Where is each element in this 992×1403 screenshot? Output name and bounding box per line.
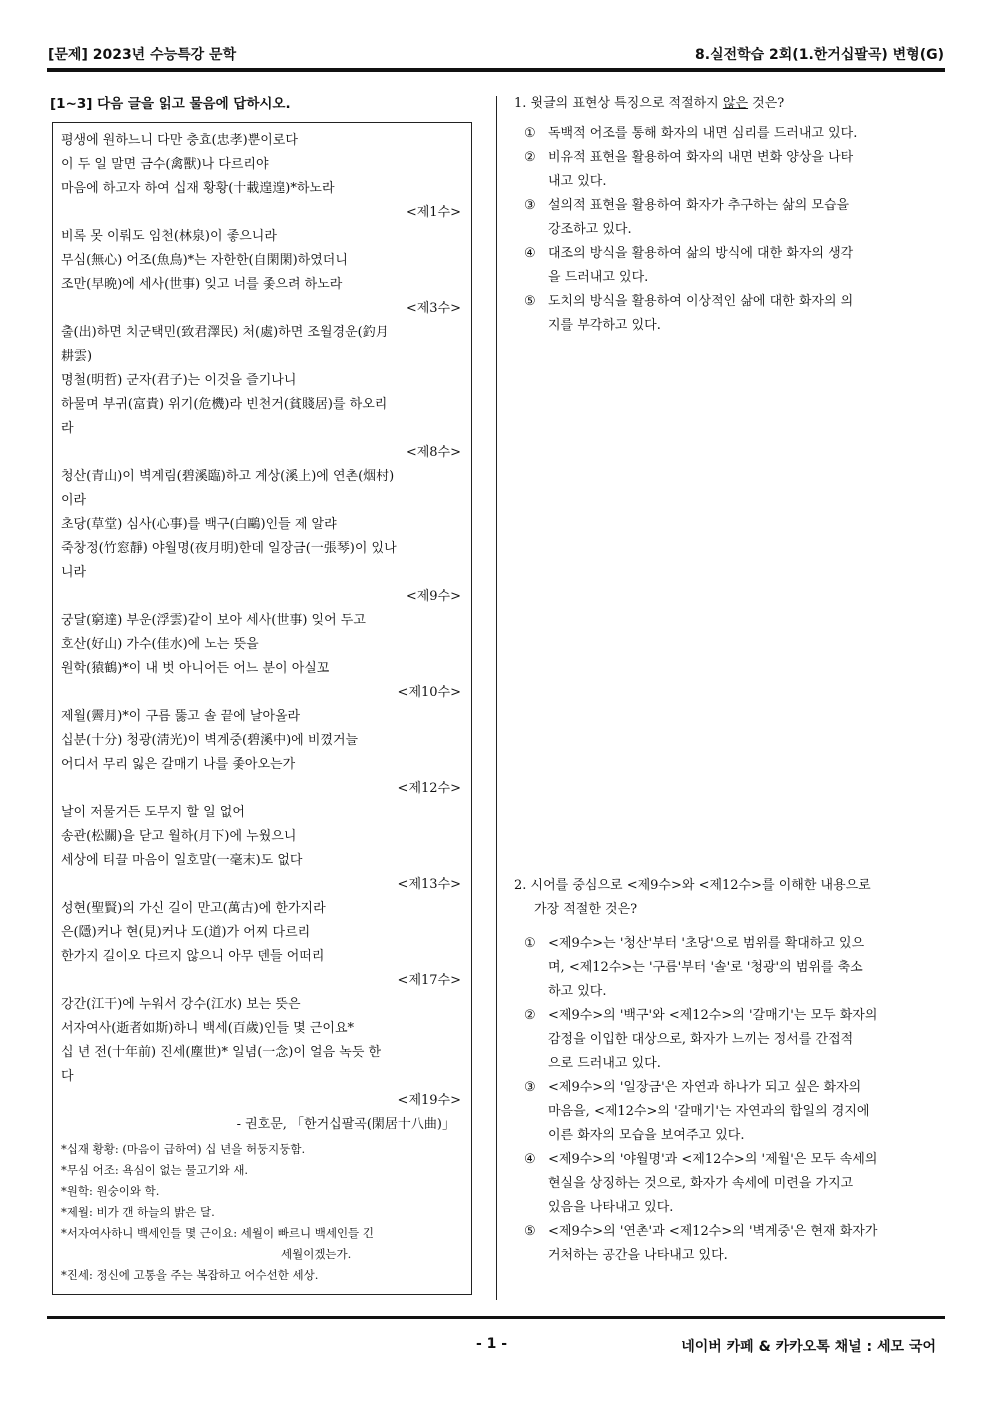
question-1-options	[514, 122, 946, 338]
option-number: ②	[524, 150, 536, 165]
question-2	[514, 874, 946, 1268]
option-number: ⑤	[524, 294, 536, 309]
poem-line: 니라	[61, 565, 87, 580]
poem-line: 명철(明哲) 군자(君子)는 이것을 즐기나니	[61, 373, 297, 388]
option-number: ①	[524, 126, 536, 141]
poem-line: 조만(早晩)에 세사(世事) 잊고 너를 좇으려 하노라	[61, 277, 343, 292]
poem-source: - 권호문, 「한거십팔곡(閑居十八曲)」	[236, 1117, 455, 1132]
q1-option-2[interactable]	[514, 146, 946, 194]
option-text: <제9수>의 '일장금'은 자연과 하나가 되고 싶은 화자의	[548, 1080, 862, 1095]
footnote: *서자여사하니 백세인들 몇 근이요: 세월이 빠르니 백세인들 긴	[61, 1226, 374, 1240]
option-text: 도치의 방식을 활용하여 이상적인 삶에 대한 화자의 의	[548, 294, 854, 309]
option-text: 을 드러내고 있다.	[548, 270, 649, 285]
poem-line: 은(隱)커나 현(見)커나 도(道)가 어찌 다르리	[61, 925, 311, 940]
poem-line: 원학(猿鶴)*이 내 벗 아니어든 어느 분이 아실꼬	[61, 661, 330, 676]
option-text: <제9수>의 '야월명'과 <제12수>의 '제월'은 모두 속세의	[548, 1152, 878, 1167]
poem-box	[52, 122, 472, 1295]
q2-option-1[interactable]	[514, 932, 946, 1004]
poem-notes	[61, 1139, 463, 1286]
option-number: ③	[524, 1080, 536, 1095]
stanza-number: <제19수>	[397, 1093, 461, 1108]
option-text: 대조의 방식을 활용하여 삶의 방식에 대한 화자의 생각	[548, 246, 854, 261]
poem-line: 마음에 하고자 하여 십재 황황(十載遑遑)*하노라	[61, 181, 335, 196]
option-text: 지를 부각하고 있다.	[548, 318, 661, 333]
column-divider	[496, 96, 497, 1300]
poem-line: 다	[61, 1069, 74, 1084]
option-text: 이른 화자의 모습을 보여주고 있다.	[548, 1128, 745, 1143]
option-text: 설의적 표현을 활용하여 화자가 추구하는 삶의 모습을	[548, 198, 850, 213]
poem-line: 무심(無心) 어조(魚鳥)*는 자한한(自閑閑)하였더니	[61, 253, 348, 268]
poem-line: 십분(十分) 청광(淸光)이 벽계중(碧溪中)에 비꼈거늘	[61, 733, 359, 748]
option-number: ④	[524, 1152, 536, 1167]
option-number: ⑤	[524, 1224, 536, 1239]
option-text: 으로 드러내고 있다.	[548, 1056, 661, 1071]
stanza-number: <제8수>	[405, 445, 461, 460]
poem-line: 비록 못 이뤄도 임천(林泉)이 좋으니라	[61, 229, 277, 244]
option-number: ①	[524, 936, 536, 951]
poem-line: 청산(青山)이 벽계림(碧溪臨)하고 계상(溪上)에 연촌(烟村)	[61, 469, 395, 484]
q1-option-1[interactable]	[514, 122, 946, 146]
stanza-number: <제9수>	[405, 589, 461, 604]
question-2-stem-line-2: 가장 적절한 것은?	[534, 902, 638, 917]
question-1-stem	[514, 92, 946, 116]
page-number: - 1 -	[476, 1336, 508, 1352]
question-1	[514, 92, 946, 338]
poem-line: 죽창정(竹窓靜) 야월명(夜月明)한데 일장금(一張琴)이 있나	[61, 541, 397, 556]
footer-rule	[47, 1316, 945, 1319]
footer-channel: 네이버 카페 & 카카오톡 채널 : 세모 국어	[681, 1339, 936, 1355]
q2-option-4[interactable]	[514, 1148, 946, 1220]
poem-line: 이라	[61, 493, 87, 508]
q2-option-3[interactable]	[514, 1076, 946, 1148]
stanza-number: <제1수>	[405, 205, 461, 220]
stanza-number: <제3수>	[405, 301, 461, 316]
poem-line: 평생에 원하느니 다만 충효(忠孝)뿐이로다	[61, 133, 298, 148]
footnote: *원학: 원숭이와 학.	[61, 1184, 160, 1198]
question-1-stem-underlined: 않은	[722, 96, 749, 111]
option-text: <제9수>의 '연촌'과 <제12수>의 '벽계중'은 현재 화자가	[548, 1224, 878, 1239]
poem-line: 성현(聖賢)의 가신 길이 만고(萬古)에 한가지라	[61, 901, 326, 916]
poem-line: 십 년 전(十年前) 진세(塵世)* 일념(一念)이 얼음 녹듯 한	[61, 1045, 382, 1060]
poem-line: 출(出)하면 치군택민(致君澤民) 처(處)하면 조월경운(釣月	[61, 325, 389, 340]
poem-line: 궁달(窮達) 부운(浮雲)같이 보아 세사(世事) 잊어 두고	[61, 613, 366, 628]
question-1-stem-end: 것은?	[748, 96, 785, 111]
option-text: 현실을 상징하는 것으로, 화자가 속세에 미련을 가지고	[548, 1176, 854, 1191]
q1-option-3[interactable]	[514, 194, 946, 242]
option-text: 하고 있다.	[548, 984, 607, 999]
option-text: 감정을 이입한 대상으로, 화자가 느끼는 정서를 간접적	[548, 1032, 854, 1047]
option-text: <제9수>는 '청산'부터 '초당'으로 범위를 확대하고 있으	[548, 936, 865, 951]
poem-line: 세상에 티끌 마음이 일호말(一毫末)도 없다	[61, 853, 303, 868]
header-title: [문제] 2023년 수능특강 문학	[48, 47, 237, 63]
q1-option-4[interactable]	[514, 242, 946, 290]
stanza-number: <제17수>	[397, 973, 461, 988]
option-number: ③	[524, 198, 536, 213]
poem-lines	[61, 129, 463, 1113]
option-text: 비유적 표현을 활용하여 화자의 내면 변화 양상을 나타	[548, 150, 854, 165]
footnote: *제월: 비가 갠 하늘의 밝은 달.	[61, 1205, 215, 1219]
q2-option-5[interactable]	[514, 1220, 946, 1268]
option-text: 며, <제12수>는 '구름'부터 '솔'로 '청광'의 범위를 축소	[548, 960, 863, 975]
poem-line: 어디서 무리 잃은 갈매기 나를 좇아오는가	[61, 757, 296, 772]
poem-line: 초당(草堂) 심사(心事)를 백구(白鷗)인들 제 알랴	[61, 517, 337, 532]
poem-line: 강간(江干)에 누워서 강수(江水) 보는 뜻은	[61, 997, 301, 1012]
question-2-options	[514, 932, 946, 1268]
passage-intro: [1~3] 다음 글을 읽고 물음에 답하시오.	[50, 96, 291, 112]
poem-line: 송관(松關)을 닫고 월하(月下)에 누웠으니	[61, 829, 297, 844]
option-text: 있음을 나타내고 있다.	[548, 1200, 674, 1215]
header-subtitle: 8.실전학습 2회(1.한거십팔곡) 변형(G)	[695, 47, 944, 63]
poem-line: 제월(霽月)*이 구름 뚫고 솔 끝에 날아올라	[61, 709, 301, 724]
stanza-number: <제10수>	[397, 685, 461, 700]
footnote: 세월이겠는가.	[281, 1247, 352, 1261]
stanza-number: <제13수>	[397, 877, 461, 892]
option-text: 거처하는 공간을 나타내고 있다.	[548, 1248, 728, 1263]
poem-line: 이 두 일 말면 금수(禽獸)나 다르리야	[61, 157, 269, 172]
poem-line: 한가지 길이오 다르지 않으니 아무 덴들 어떠리	[61, 949, 325, 964]
poem-line: 서자여사(逝者如斯)하니 백세(百歲)인들 몇 근이요*	[61, 1021, 354, 1036]
footnote: *진세: 정신에 고통을 주는 복잡하고 어수선한 세상.	[61, 1268, 319, 1282]
q1-option-5[interactable]	[514, 290, 946, 338]
option-text: <제9수>의 '백구'와 <제12수>의 '갈매기'는 모두 화자의	[548, 1008, 878, 1023]
option-number: ②	[524, 1008, 536, 1023]
q2-option-2[interactable]	[514, 1004, 946, 1076]
option-text: 강조하고 있다.	[548, 222, 632, 237]
poem-line: 호산(好山) 가수(佳水)에 노는 뜻을	[61, 637, 259, 652]
poem-line: 하물며 부귀(富貴) 위기(危機)라 빈천거(貧賤居)를 하오리	[61, 397, 388, 412]
footnote: *무심 어조: 욕심이 없는 물고기와 새.	[61, 1163, 249, 1177]
option-text: 내고 있다.	[548, 174, 607, 189]
option-text: 독백적 어조를 통해 화자의 내면 심리를 드러내고 있다.	[548, 126, 858, 141]
option-text: 마음을, <제12수>의 '갈매기'는 자연과의 합일의 경지에	[548, 1104, 870, 1119]
question-1-stem-text: 1. 윗글의 표현상 특징으로 적절하지	[514, 96, 723, 111]
option-number: ④	[524, 246, 536, 261]
poem-line: 날이 저물거든 도무지 할 일 없어	[61, 805, 245, 820]
header-rule	[47, 68, 945, 72]
footnote: *십재 황황: (마음이 급하여) 십 년을 허둥지둥함.	[61, 1142, 306, 1156]
poem-line: 耕雲)	[61, 349, 93, 364]
question-2-stem-line-1: 2. 시어를 중심으로 <제9수>와 <제12수>를 이해한 내용으로	[514, 878, 871, 893]
stanza-number: <제12수>	[397, 781, 461, 796]
poem-line: 라	[61, 421, 74, 436]
